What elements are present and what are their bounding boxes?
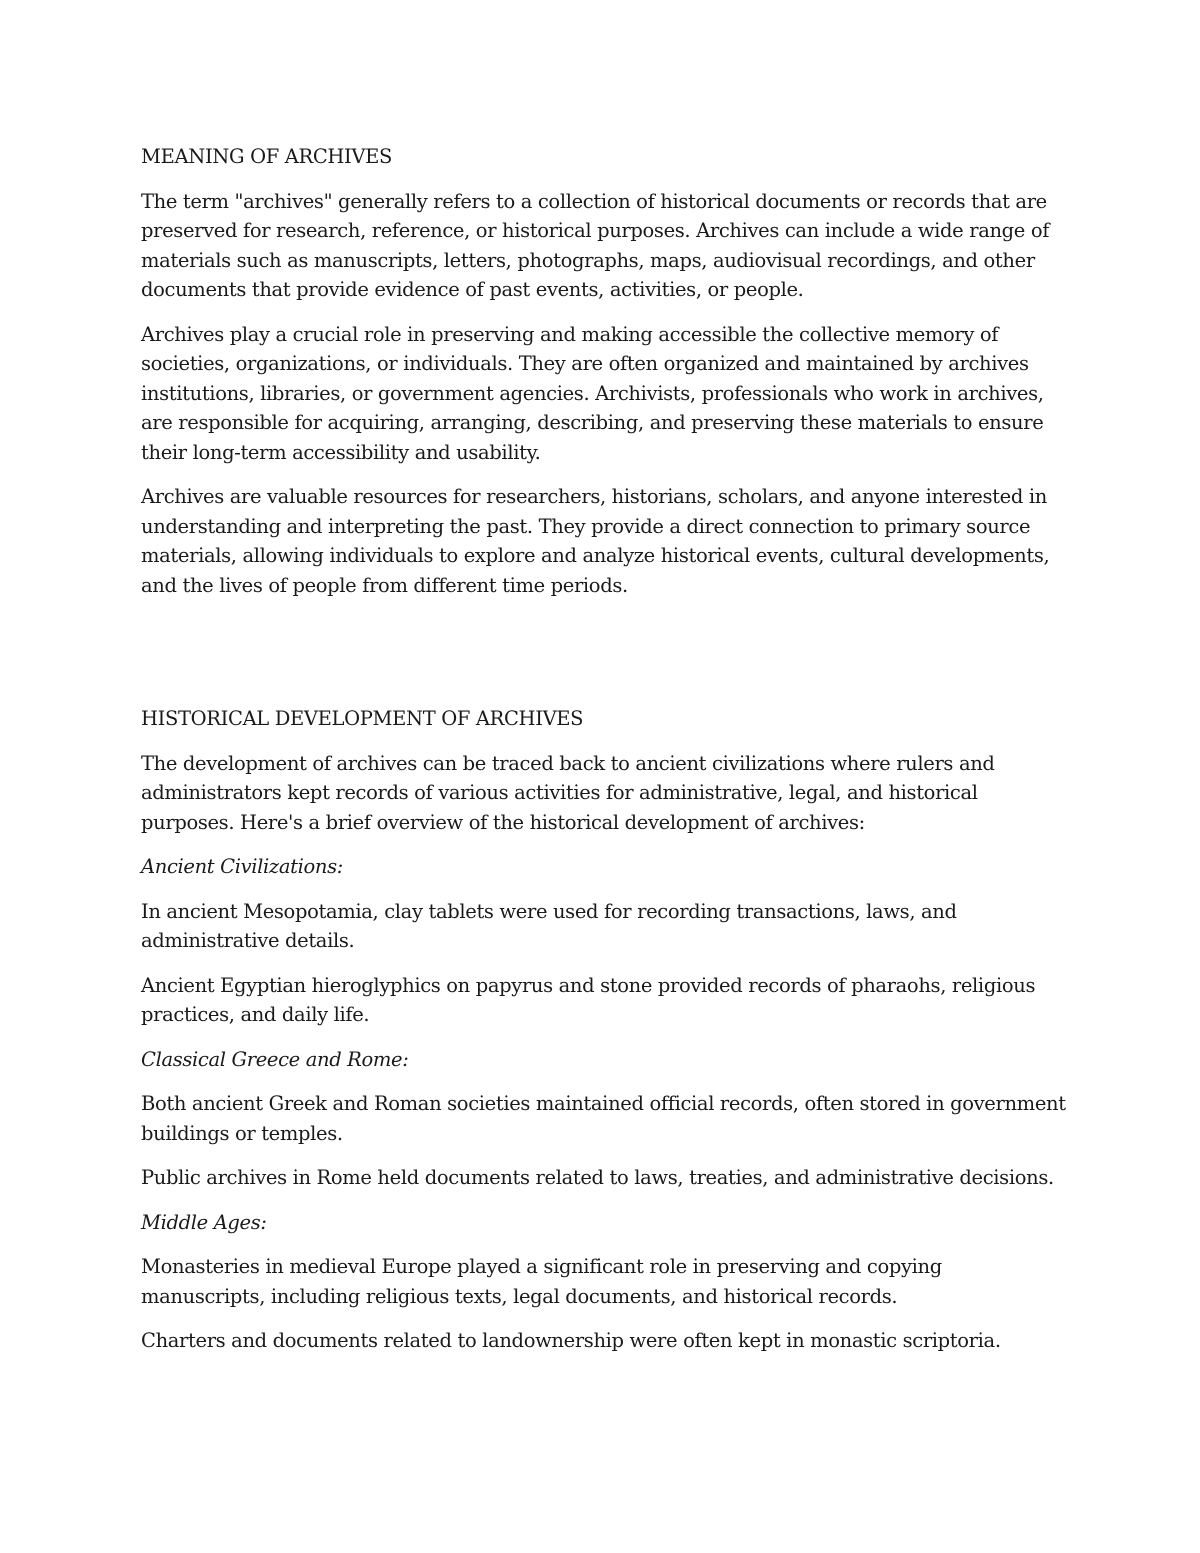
subsection-ancient-civilizations <box>141 852 1071 1030</box>
section-meaning-of-archives <box>141 142 1071 600</box>
paragraph: Monasteries in medieval Europe played a significant role in preserving and copying manuscripts, including religious texts, legal documents, and historical records. <box>141 1255 942 1308</box>
paragraph: Archives play a crucial role in preserving and making accessible the collective memory of societies, organizations, or individuals. They are often organized and maintained by archives institutions, libraries, or government agencies. Archivists, professionals who work in archives, are responsible for acquiring, arranging, describing, and preserving these materials to ensure their long-term accessibility and usability. <box>141 322 1044 464</box>
paragraph: Archives are valuable resources for researchers, historians, scholars, and anyone interested in understanding and interpreting the past. They provide a direct connection to primary source materials, allowing individuals to explore and analyze historical events, cultural developments, and the lives of people from different time periods. <box>141 485 1050 597</box>
paragraph: Ancient Egyptian hieroglyphics on papyrus and stone provided records of pharaohs, religious practices, and daily life. <box>141 973 1036 1026</box>
paragraph: Public archives in Rome held documents related to laws, treaties, and administrative decisions. <box>141 1166 1054 1189</box>
subsection-middle-ages <box>141 1208 1071 1356</box>
subsection-title: Classical Greece and Rome: <box>141 1047 409 1071</box>
section-heading: HISTORICAL DEVELOPMENT OF ARCHIVES <box>141 707 584 730</box>
section-historical-development <box>141 704 1071 1356</box>
paragraph: The term "archives" generally refers to a collection of historical documents or records that are preserved for research, reference, or historical purposes. Archives can include a wide range of materials such as manuscripts, letters, photographs, maps, audiovisual recordings, and other documents that provide evidence of past events, activities, or people. <box>141 189 1050 301</box>
document-body <box>141 142 1071 1371</box>
intro-paragraph: The development of archives can be traced back to ancient civilizations where rulers and administrators kept records of various activities for administrative, legal, and historical purposes. Here's a brief overview of the historical development of archives: <box>141 751 995 834</box>
paragraph: In ancient Mesopotamia, clay tablets were used for recording transactions, laws, and administrative details. <box>141 899 957 952</box>
paragraph: Both ancient Greek and Roman societies maintained official records, often stored in government buildings or temples. <box>141 1092 1066 1145</box>
subsection-title: Ancient Civilizations: <box>141 855 343 878</box>
section-spacer <box>141 615 1071 704</box>
subsection-title: Middle Ages: <box>141 1210 267 1234</box>
section-heading: MEANING OF ARCHIVES <box>141 145 393 168</box>
subsection-classical-greece-rome <box>141 1045 1071 1193</box>
paragraph: Charters and documents related to landownership were often kept in monastic scriptoria. <box>141 1329 1001 1352</box>
